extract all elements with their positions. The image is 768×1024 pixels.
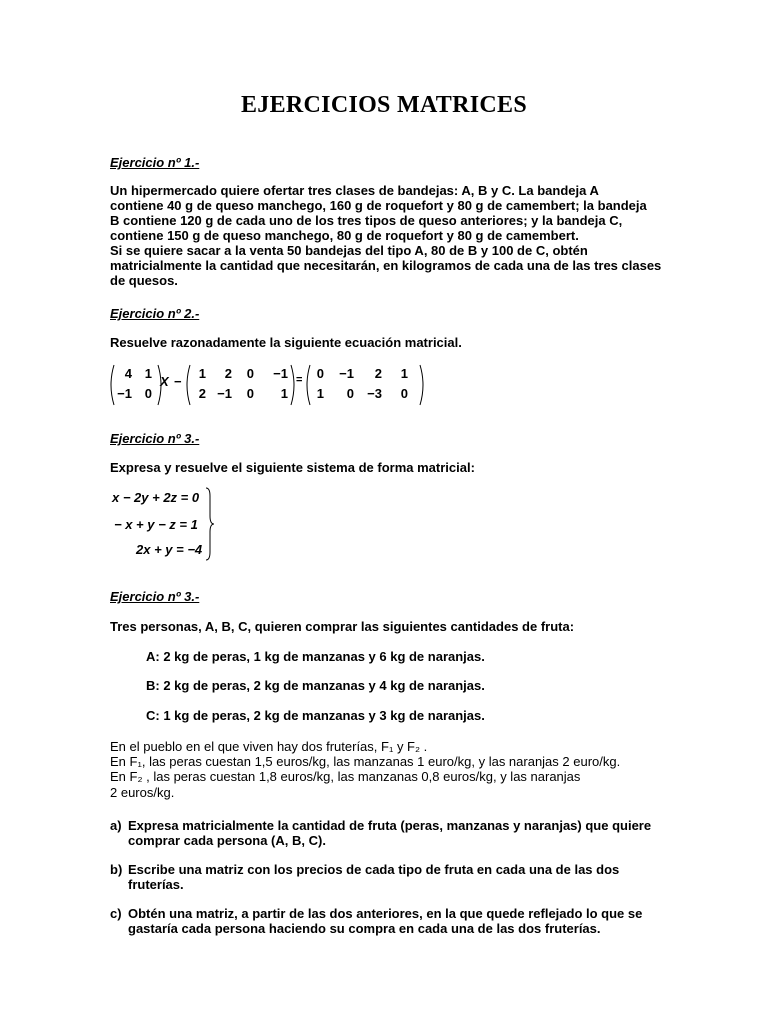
matrix-cell: −1: [339, 366, 354, 381]
question-text: Expresa matricialmente la cantidad de fruta (peras, manzanas y naranjas) que quiere: [128, 818, 652, 833]
question-c: [110, 906, 670, 938]
exercise-1-line: B contiene 120 g de cada uno de los tres tipos de queso anteriores; y la bandeja C,: [110, 213, 623, 228]
exercise-1-line: de quesos.: [110, 273, 178, 288]
question-text: Escribe una matriz con los precios de cada tipo de fruta en cada una de las dos: [128, 862, 620, 877]
question-b: [110, 862, 670, 894]
exercise-1-line: matricialmente la cantidad que necesitarán, en kilogramos de cada una de las tres clases: [110, 258, 662, 273]
minus-sign: −: [174, 374, 182, 389]
question-text: comprar cada persona (A, B, C).: [128, 833, 326, 848]
matrix-cell: 0: [346, 386, 354, 401]
equation: 2x + y = −4: [136, 542, 203, 557]
shops-line: 2 euros/kg.: [110, 785, 175, 800]
exercise-1-line: contiene 150 g de queso manchego, 80 g de roquefort y 80 g de camembert.: [110, 228, 579, 243]
matrix-cell: 1: [198, 366, 206, 381]
matrix-cell: 1: [400, 366, 408, 381]
equation: x − 2y + 2z = 0: [112, 490, 200, 505]
shops-line: En el pueblo en el que viven hay dos fruterías, F₁ y F₂ .: [110, 739, 428, 754]
page-title: EJERCICIOS MATRICES: [241, 92, 527, 118]
equals-sign: =: [296, 374, 303, 386]
exercise-4-heading: Ejercicio nº 3.-: [110, 589, 200, 604]
exercise-2-heading: Ejercicio nº 2.-: [110, 306, 200, 321]
matrix-cell: 4: [124, 366, 132, 381]
exercise-1-text: [110, 183, 670, 288]
exercise-3-heading: Ejercicio nº 3.-: [110, 431, 200, 446]
matrix-cell: 2: [374, 366, 382, 381]
matrix-cell: 0: [246, 386, 254, 401]
exercise-3-text: Expresa y resuelve el siguiente sistema de forma matricial:: [110, 460, 475, 475]
exercise-1-heading: Ejercicio nº 1.-: [110, 155, 200, 170]
matrix-cell: 0: [316, 366, 324, 381]
equation: − x + y − z = 1: [114, 517, 198, 532]
matrix-cell: −1: [117, 386, 132, 401]
matrix-cell: 0: [144, 386, 152, 401]
question-label: c): [110, 906, 122, 921]
shops-line: En F₂ , las peras cuestan 1,8 euros/kg, las manzanas 0,8 euros/kg, y las naranjas: [110, 769, 581, 784]
matrix-cell: 1: [316, 386, 324, 401]
person-a-line: A: 2 kg de peras, 1 kg de manzanas y 6 kg de naranjas.: [146, 649, 485, 664]
system-brace: [202, 486, 222, 562]
question-text: Obtén una matriz, a partir de las dos anteriores, en la que quede reflejado lo que se: [128, 906, 643, 921]
matrix-cell: 2: [198, 386, 206, 401]
shops-line: En F₁, las peras cuestan 1,5 euros/kg, las manzanas 1 euro/kg, y las naranjas 2 euro/kg.: [110, 754, 621, 769]
matrix-cell: −1: [273, 366, 288, 381]
exercise-1-line: Si se quiere sacar a la venta 50 bandejas del tipo A, 80 de B y 100 de C, obtén: [110, 243, 588, 258]
question-a: [110, 818, 670, 850]
question-label: b): [110, 862, 123, 877]
matrix-x: X: [160, 374, 169, 389]
matrix-cell: 1: [144, 366, 152, 381]
matrix-cell: 0: [246, 366, 254, 381]
exercise-4-intro: Tres personas, A, B, C, quieren comprar las siguientes cantidades de fruta:: [110, 619, 575, 634]
matrix-cell: −1: [217, 386, 232, 401]
matrix-cell: 0: [400, 386, 408, 401]
exercise-1-line: contiene 40 g de queso manchego, 160 g de roquefort y 80 g de camembert; la bandeja: [110, 198, 647, 213]
question-text: gastaría cada persona haciendo su compra en cada una de las dos fruterías.: [128, 921, 601, 936]
matrix-equation: [108, 362, 438, 408]
person-c-line: C: 1 kg de peras, 2 kg de manzanas y 3 kg de naranjas.: [146, 708, 485, 723]
person-b-line: B: 2 kg de peras, 2 kg de manzanas y 4 kg de naranjas.: [146, 678, 485, 693]
exercise-1-line: Un hipermercado quiere ofertar tres clases de bandejas: A, B y C. La bandeja A: [110, 183, 599, 198]
matrix-cell: 1: [280, 386, 288, 401]
question-text: fruterías.: [128, 877, 184, 892]
question-label: a): [110, 818, 122, 833]
equation-system: [112, 486, 222, 562]
exercise-2-text: Resuelve razonadamente la siguiente ecuación matricial.: [110, 335, 462, 350]
matrix-cell: −3: [367, 386, 382, 401]
matrix-cell: 2: [224, 366, 232, 381]
